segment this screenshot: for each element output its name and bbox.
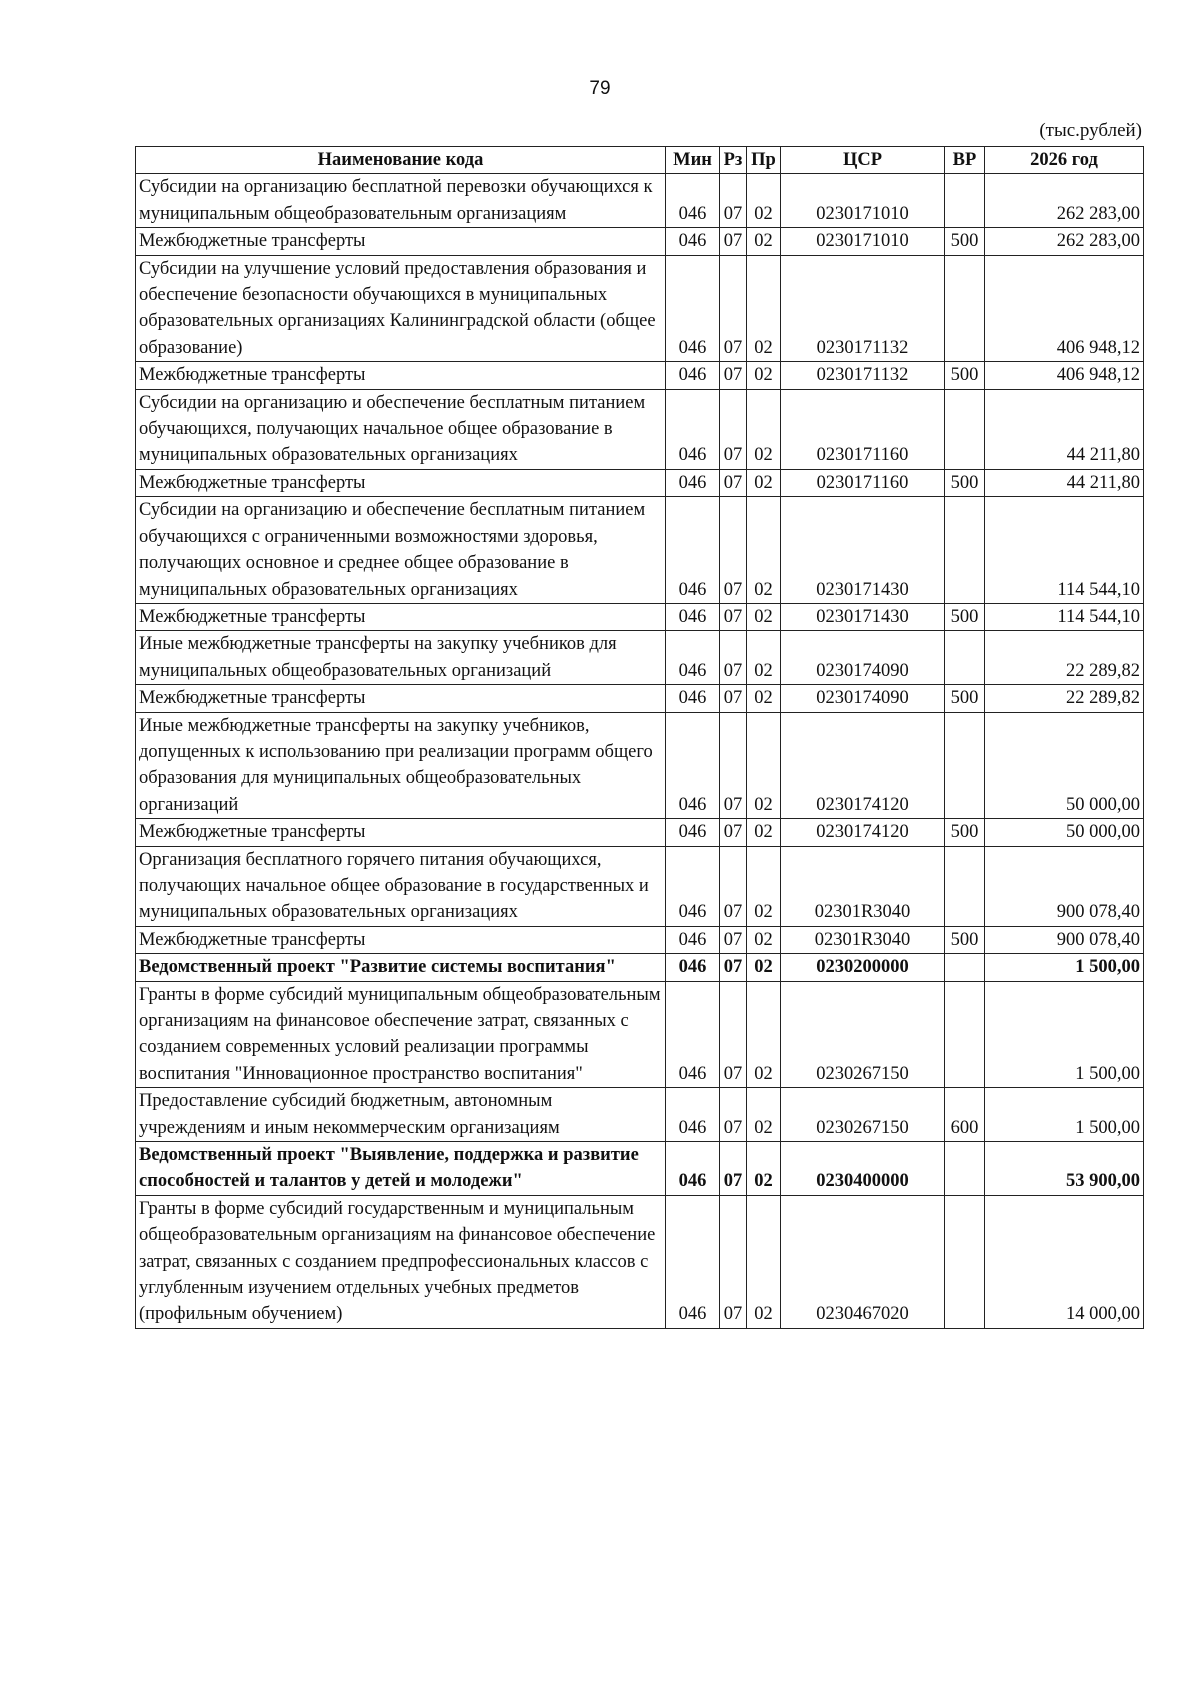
row-vr (945, 1142, 985, 1196)
row-name: Субсидии на организацию и обеспечение бесплатным питанием обучающихся с ограниченными возможностями здоровья, получающих основное и среднее общее образование в муниципальных образовательных организациях (136, 497, 666, 604)
row-csr: 0230174090 (781, 685, 945, 712)
row-rz: 07 (720, 362, 747, 389)
row-rz: 07 (720, 1142, 747, 1196)
row-csr: 0230267150 (781, 1088, 945, 1142)
row-pr: 02 (747, 981, 781, 1088)
row-csr: 0230174120 (781, 712, 945, 819)
row-min: 046 (666, 174, 720, 228)
row-amount: 44 211,80 (985, 389, 1144, 469)
row-vr: 500 (945, 819, 985, 846)
row-csr: 0230171010 (781, 174, 945, 228)
row-amount: 50 000,00 (985, 819, 1144, 846)
table-row (136, 469, 1144, 496)
row-name: Иные межбюджетные трансферты на закупку учебников, допущенных к использованию при реализации программ общего образования для муниципальных общеобразовательных организаций (136, 712, 666, 819)
row-pr: 02 (747, 819, 781, 846)
table-row (136, 389, 1144, 469)
row-vr (945, 846, 985, 926)
row-min: 046 (666, 981, 720, 1088)
row-csr: 02301R3040 (781, 846, 945, 926)
row-rz: 07 (720, 926, 747, 953)
row-pr: 02 (747, 926, 781, 953)
row-vr: 500 (945, 469, 985, 496)
row-amount: 262 283,00 (985, 228, 1144, 255)
row-amount: 22 289,82 (985, 685, 1144, 712)
row-pr: 02 (747, 1088, 781, 1142)
row-pr: 02 (747, 174, 781, 228)
row-csr: 0230171160 (781, 389, 945, 469)
row-name: Межбюджетные трансферты (136, 469, 666, 496)
table-row (136, 362, 1144, 389)
row-name: Ведомственный проект "Развитие системы воспитания" (136, 954, 666, 981)
row-vr (945, 255, 985, 362)
header-rz: Рз (720, 147, 747, 174)
row-vr: 600 (945, 1088, 985, 1142)
row-rz: 07 (720, 846, 747, 926)
row-csr: 0230267150 (781, 981, 945, 1088)
row-rz: 07 (720, 174, 747, 228)
row-rz: 07 (720, 469, 747, 496)
row-rz: 07 (720, 819, 747, 846)
row-amount: 262 283,00 (985, 174, 1144, 228)
row-name: Межбюджетные трансферты (136, 819, 666, 846)
row-name: Предоставление субсидий бюджетным, автономным учреждениям и иным некоммерческим организациям (136, 1088, 666, 1142)
row-pr: 02 (747, 1142, 781, 1196)
row-rz: 07 (720, 389, 747, 469)
row-csr: 0230174090 (781, 631, 945, 685)
table-row (136, 497, 1144, 604)
table-row (136, 174, 1144, 228)
row-vr (945, 389, 985, 469)
row-rz: 07 (720, 631, 747, 685)
row-csr: 0230200000 (781, 954, 945, 981)
row-vr: 500 (945, 362, 985, 389)
row-name: Межбюджетные трансферты (136, 603, 666, 630)
row-min: 046 (666, 631, 720, 685)
row-name: Межбюджетные трансферты (136, 228, 666, 255)
row-name: Субсидии на организацию и обеспечение бесплатным питанием обучающихся, получающих начальное общее образование в муниципальных образовательных организациях (136, 389, 666, 469)
row-amount: 114 544,10 (985, 603, 1144, 630)
row-amount: 44 211,80 (985, 469, 1144, 496)
row-vr: 500 (945, 685, 985, 712)
row-rz: 07 (720, 712, 747, 819)
header-amount: 2026 год (985, 147, 1144, 174)
row-amount: 114 544,10 (985, 497, 1144, 604)
row-min: 046 (666, 362, 720, 389)
units-label: (тыс.рублей) (1039, 120, 1142, 141)
table-header-row (136, 147, 1144, 174)
row-name: Ведомственный проект "Выявление, поддержка и развитие способностей и талантов у детей и молодежи" (136, 1142, 666, 1196)
row-name: Организация бесплатного горячего питания обучающихся, получающих начальное общее образование в государственных и муниципальных образовательных организациях (136, 846, 666, 926)
row-min: 046 (666, 846, 720, 926)
header-csr: ЦСР (781, 147, 945, 174)
row-vr: 500 (945, 926, 985, 953)
row-amount: 1 500,00 (985, 981, 1144, 1088)
header-name: Наименование кода (136, 147, 666, 174)
row-amount: 900 078,40 (985, 846, 1144, 926)
row-min: 046 (666, 469, 720, 496)
row-pr: 02 (747, 497, 781, 604)
row-amount: 50 000,00 (985, 712, 1144, 819)
row-min: 046 (666, 1142, 720, 1196)
row-min: 046 (666, 497, 720, 604)
row-min: 046 (666, 1088, 720, 1142)
row-vr: 500 (945, 228, 985, 255)
table-row (136, 954, 1144, 981)
row-pr: 02 (747, 846, 781, 926)
row-pr: 02 (747, 362, 781, 389)
row-amount: 406 948,12 (985, 362, 1144, 389)
row-min: 046 (666, 1195, 720, 1328)
row-name: Межбюджетные трансферты (136, 685, 666, 712)
row-amount: 406 948,12 (985, 255, 1144, 362)
row-min: 046 (666, 819, 720, 846)
row-pr: 02 (747, 685, 781, 712)
row-rz: 07 (720, 981, 747, 1088)
table-row (136, 631, 1144, 685)
row-rz: 07 (720, 603, 747, 630)
row-pr: 02 (747, 1195, 781, 1328)
row-pr: 02 (747, 389, 781, 469)
table-row (136, 228, 1144, 255)
row-min: 046 (666, 603, 720, 630)
table-row (136, 255, 1144, 362)
table-row (136, 712, 1144, 819)
row-vr (945, 954, 985, 981)
row-rz: 07 (720, 954, 747, 981)
row-csr: 0230174120 (781, 819, 945, 846)
row-vr: 500 (945, 603, 985, 630)
row-name: Иные межбюджетные трансферты на закупку учебников для муниципальных общеобразовательных организаций (136, 631, 666, 685)
row-rz: 07 (720, 255, 747, 362)
row-rz: 07 (720, 1195, 747, 1328)
row-vr (945, 712, 985, 819)
row-amount: 14 000,00 (985, 1195, 1144, 1328)
row-csr: 0230171430 (781, 603, 945, 630)
row-rz: 07 (720, 1088, 747, 1142)
row-name: Межбюджетные трансферты (136, 926, 666, 953)
row-rz: 07 (720, 685, 747, 712)
row-amount: 1 500,00 (985, 954, 1144, 981)
row-pr: 02 (747, 712, 781, 819)
row-pr: 02 (747, 255, 781, 362)
table-row (136, 1142, 1144, 1196)
row-min: 046 (666, 712, 720, 819)
row-vr (945, 981, 985, 1088)
table-row (136, 846, 1144, 926)
row-pr: 02 (747, 954, 781, 981)
row-name: Субсидии на улучшение условий предоставления образования и обеспечение безопасности обучающихся в муниципальных образовательных организациях Калининградской области (общее образование) (136, 255, 666, 362)
row-min: 046 (666, 685, 720, 712)
table-row (136, 981, 1144, 1088)
row-rz: 07 (720, 497, 747, 604)
row-pr: 02 (747, 228, 781, 255)
row-pr: 02 (747, 469, 781, 496)
row-min: 046 (666, 255, 720, 362)
row-csr: 0230171160 (781, 469, 945, 496)
row-min: 046 (666, 926, 720, 953)
row-csr: 0230171132 (781, 255, 945, 362)
row-vr (945, 1195, 985, 1328)
row-amount: 53 900,00 (985, 1142, 1144, 1196)
page-number: 79 (589, 78, 611, 99)
row-min: 046 (666, 389, 720, 469)
header-vr: ВР (945, 147, 985, 174)
row-amount: 22 289,82 (985, 631, 1144, 685)
table-row (136, 926, 1144, 953)
row-name: Гранты в форме субсидий государственным и муниципальным общеобразовательным организациям на финансовое обеспечение затрат, связанных с созданием предпрофессиональных классов с углубленным изучением отдельных учебных предметов (профильным обучением) (136, 1195, 666, 1328)
row-name: Межбюджетные трансферты (136, 362, 666, 389)
table-row (136, 819, 1144, 846)
row-amount: 1 500,00 (985, 1088, 1144, 1142)
row-csr: 0230171132 (781, 362, 945, 389)
row-rz: 07 (720, 228, 747, 255)
row-pr: 02 (747, 603, 781, 630)
table-row (136, 603, 1144, 630)
table-row (136, 1088, 1144, 1142)
header-min: Мин (666, 147, 720, 174)
row-csr: 0230171010 (781, 228, 945, 255)
row-min: 046 (666, 954, 720, 981)
row-amount: 900 078,40 (985, 926, 1144, 953)
table-row (136, 685, 1144, 712)
row-name: Субсидии на организацию бесплатной перевозки обучающихся к муниципальным общеобразовательным организациям (136, 174, 666, 228)
table-row (136, 1195, 1144, 1328)
row-csr: 02301R3040 (781, 926, 945, 953)
row-vr (945, 631, 985, 685)
row-vr (945, 497, 985, 604)
row-vr (945, 174, 985, 228)
row-csr: 0230400000 (781, 1142, 945, 1196)
row-pr: 02 (747, 631, 781, 685)
header-pr: Пр (747, 147, 781, 174)
budget-table (135, 146, 1144, 1329)
row-csr: 0230467020 (781, 1195, 945, 1328)
row-csr: 0230171430 (781, 497, 945, 604)
row-name: Гранты в форме субсидий муниципальным общеобразовательным организациям на финансовое обеспечение затрат, связанных с созданием современных условий реализации программы воспитания "Инновационное пространство воспитания" (136, 981, 666, 1088)
row-min: 046 (666, 228, 720, 255)
